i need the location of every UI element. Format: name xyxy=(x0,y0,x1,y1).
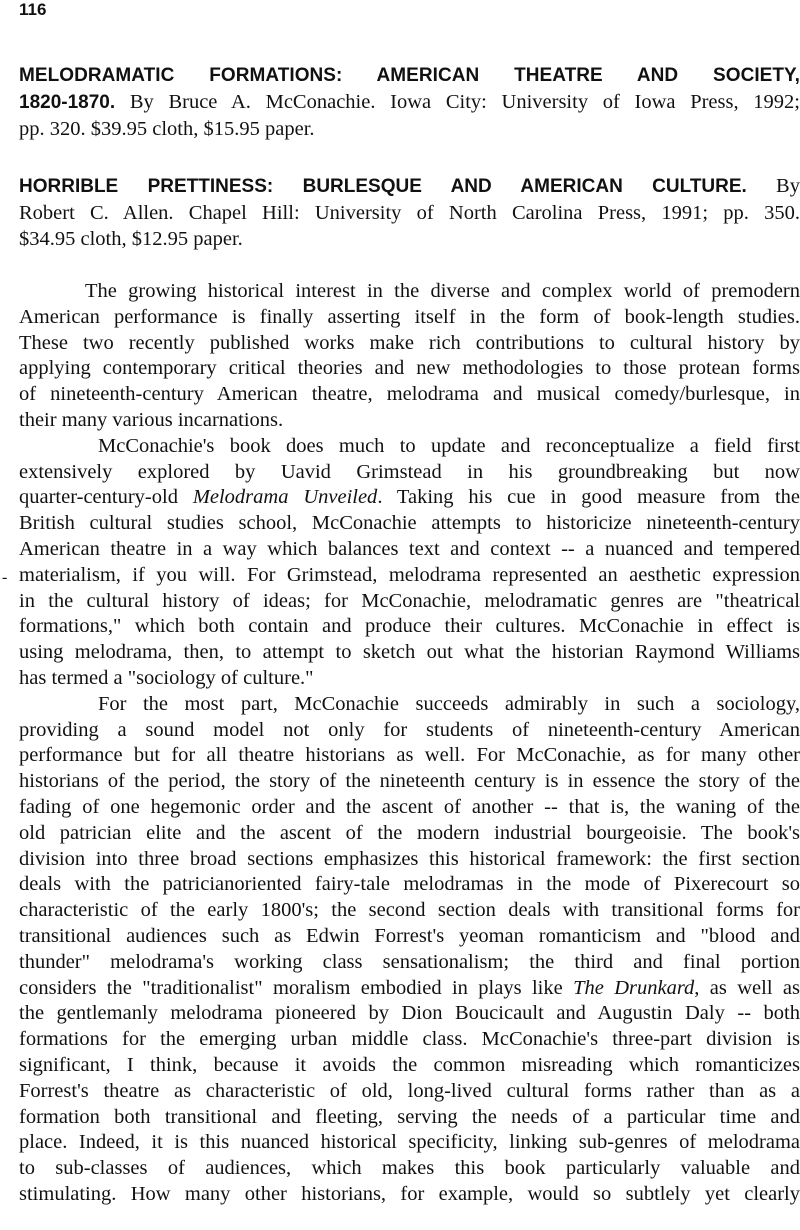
book-title-line xyxy=(19,173,800,200)
text-line: materialism, if you will. For Grimstead, melodrama represented an aesthetic expression xyxy=(19,563,800,586)
text-line: The growing historical interest in the diverse and complex world of premodern xyxy=(85,280,800,302)
bibliographic-text: By Bruce A. McConachie. Iowa City: University of Iowa Press, 1992; xyxy=(115,91,800,113)
bibliographic-line xyxy=(19,89,800,116)
text-line: deals with the patricianoriented fairy-tale melodramas in the mode of Pixerecourt so xyxy=(19,873,800,896)
review-body xyxy=(19,279,800,1208)
text-fragment: considers the "traditionalist" moralism embodied in plays like xyxy=(19,976,574,999)
book-title: MELODRAMATIC FORMATIONS: AMERICAN THEATRE AND SOCIETY, xyxy=(19,65,800,86)
text-line: fading of one hegemonic order and the ascent of another -- that is, the waning of the xyxy=(19,795,800,818)
text-line: division into three broad sections emphasizes this historical framework: the first section xyxy=(19,847,800,870)
text-line: American theatre in a way which balances text and context -- a nuanced and tempered xyxy=(19,537,800,560)
text-line: place. Indeed, it is this nuanced historical specificity, linking sub-genres of melodrama xyxy=(19,1131,800,1154)
text-line: of nineteenth-century American theatre, melodrama and musical comedy/burlesque, in xyxy=(19,383,800,406)
text-fragment: quarter-century-old xyxy=(19,486,193,509)
text-line: formation both transitional and fleeting, serving the needs of a particular time and xyxy=(19,1105,800,1128)
book-title: HORRIBLE PRETTINESS: BURLESQUE AND AMERICAN CULTURE. xyxy=(19,176,747,197)
text-fragment: . Taking his cue in good measure from the xyxy=(377,486,800,509)
text-line: transitional audiences such as Edwin Forrest's yeoman romanticism and "blood and xyxy=(19,924,800,947)
text-line: old patrician elite and the ascent of the modern industrial bourgeoisie. The book's xyxy=(19,821,800,844)
review-citation-1 xyxy=(19,63,800,142)
text-line: in the cultural history of ideas; for McConachie, melodramatic genres are "theatrical xyxy=(19,589,800,612)
text-line: extensively explored by Uavid Grimstead in his groundbreaking but now xyxy=(19,460,800,483)
text-line: historians of the period, the story of the nineteenth century is in essence the story of the xyxy=(19,770,800,793)
text-fragment: , as well as xyxy=(694,976,800,999)
italic-play-title: The Drunkard xyxy=(573,976,695,999)
text-line: American performance is finally asserting itself in the form of book-length studies. xyxy=(19,305,800,328)
text-line: characteristic of the early 1800's; the second section deals with transitional forms for xyxy=(19,899,800,922)
text-line xyxy=(19,976,800,1002)
text-line: For the most part, McConachie succeeds admirably in such a sociology, xyxy=(98,692,800,715)
margin-mark: - xyxy=(2,569,8,586)
text-line: British cultural studies school, McConachie attempts to historicize nineteenth-century xyxy=(19,512,800,535)
text-line: providing a sound model not only for students of nineteenth-century American xyxy=(19,718,800,741)
text-line: using melodrama, then, to attempt to sketch out what the historian Raymond Williams xyxy=(19,641,800,664)
paragraph xyxy=(19,279,800,434)
text-line: thunder" melodrama's working class sensationalism; the third and final portion xyxy=(19,950,800,973)
text-line: significant, I think, because it avoids the common misreading which romanticizes xyxy=(19,1053,800,1076)
text-line: Forrest's theatre as characteristic of old, long-lived cultural forms rather than as a xyxy=(19,1079,800,1102)
text-line: formations for the emerging urban middle class. McConachie's three-part division is xyxy=(19,1028,800,1051)
byline-text: By xyxy=(746,175,800,197)
bibliographic-line: pp. 320. $39.95 cloth, $15.95 paper. xyxy=(19,118,315,140)
book-title-line xyxy=(19,63,800,89)
paragraph xyxy=(19,692,800,1208)
text-line: applying contemporary critical theories and new methodologies to those protean forms xyxy=(19,357,800,380)
text-line: to sub-classes of audiences, which makes this book particularly valuable and xyxy=(19,1157,800,1180)
text-line: has termed a "sociology of culture." xyxy=(19,666,314,689)
bibliographic-line: Robert C. Allen. Chapel Hill: University of North Carolina Press, 1991; pp. 350. xyxy=(19,202,800,224)
paragraph xyxy=(19,434,800,692)
text-line: formations," which both contain and produce their cultures. McConachie in effect is xyxy=(19,615,800,638)
review-citation-2 xyxy=(19,173,800,252)
italic-book-title: Melodrama Unveiled xyxy=(192,486,378,509)
text-line: performance but for all theatre historians as well. For McConachie, as for many other xyxy=(19,744,800,767)
book-title-years: 1820-1870. xyxy=(19,92,116,113)
text-line: These two recently published works make rich contributions to cultural history by xyxy=(19,331,800,354)
text-line: stimulating. How many other historians, for example, would so subtlely yet clearly xyxy=(19,1182,800,1205)
page-number: 116 xyxy=(19,0,47,19)
bibliographic-line: $34.95 cloth, $12.95 paper. xyxy=(19,228,243,250)
text-line xyxy=(19,485,800,511)
text-line: their many various incarnations. xyxy=(19,408,284,431)
text-line: McConachie's book does much to update and reconceptualize a field first xyxy=(98,434,800,457)
text-line: the gentlemanly melodrama pioneered by Dion Boucicault and Augustin Daly -- both xyxy=(19,1002,800,1025)
